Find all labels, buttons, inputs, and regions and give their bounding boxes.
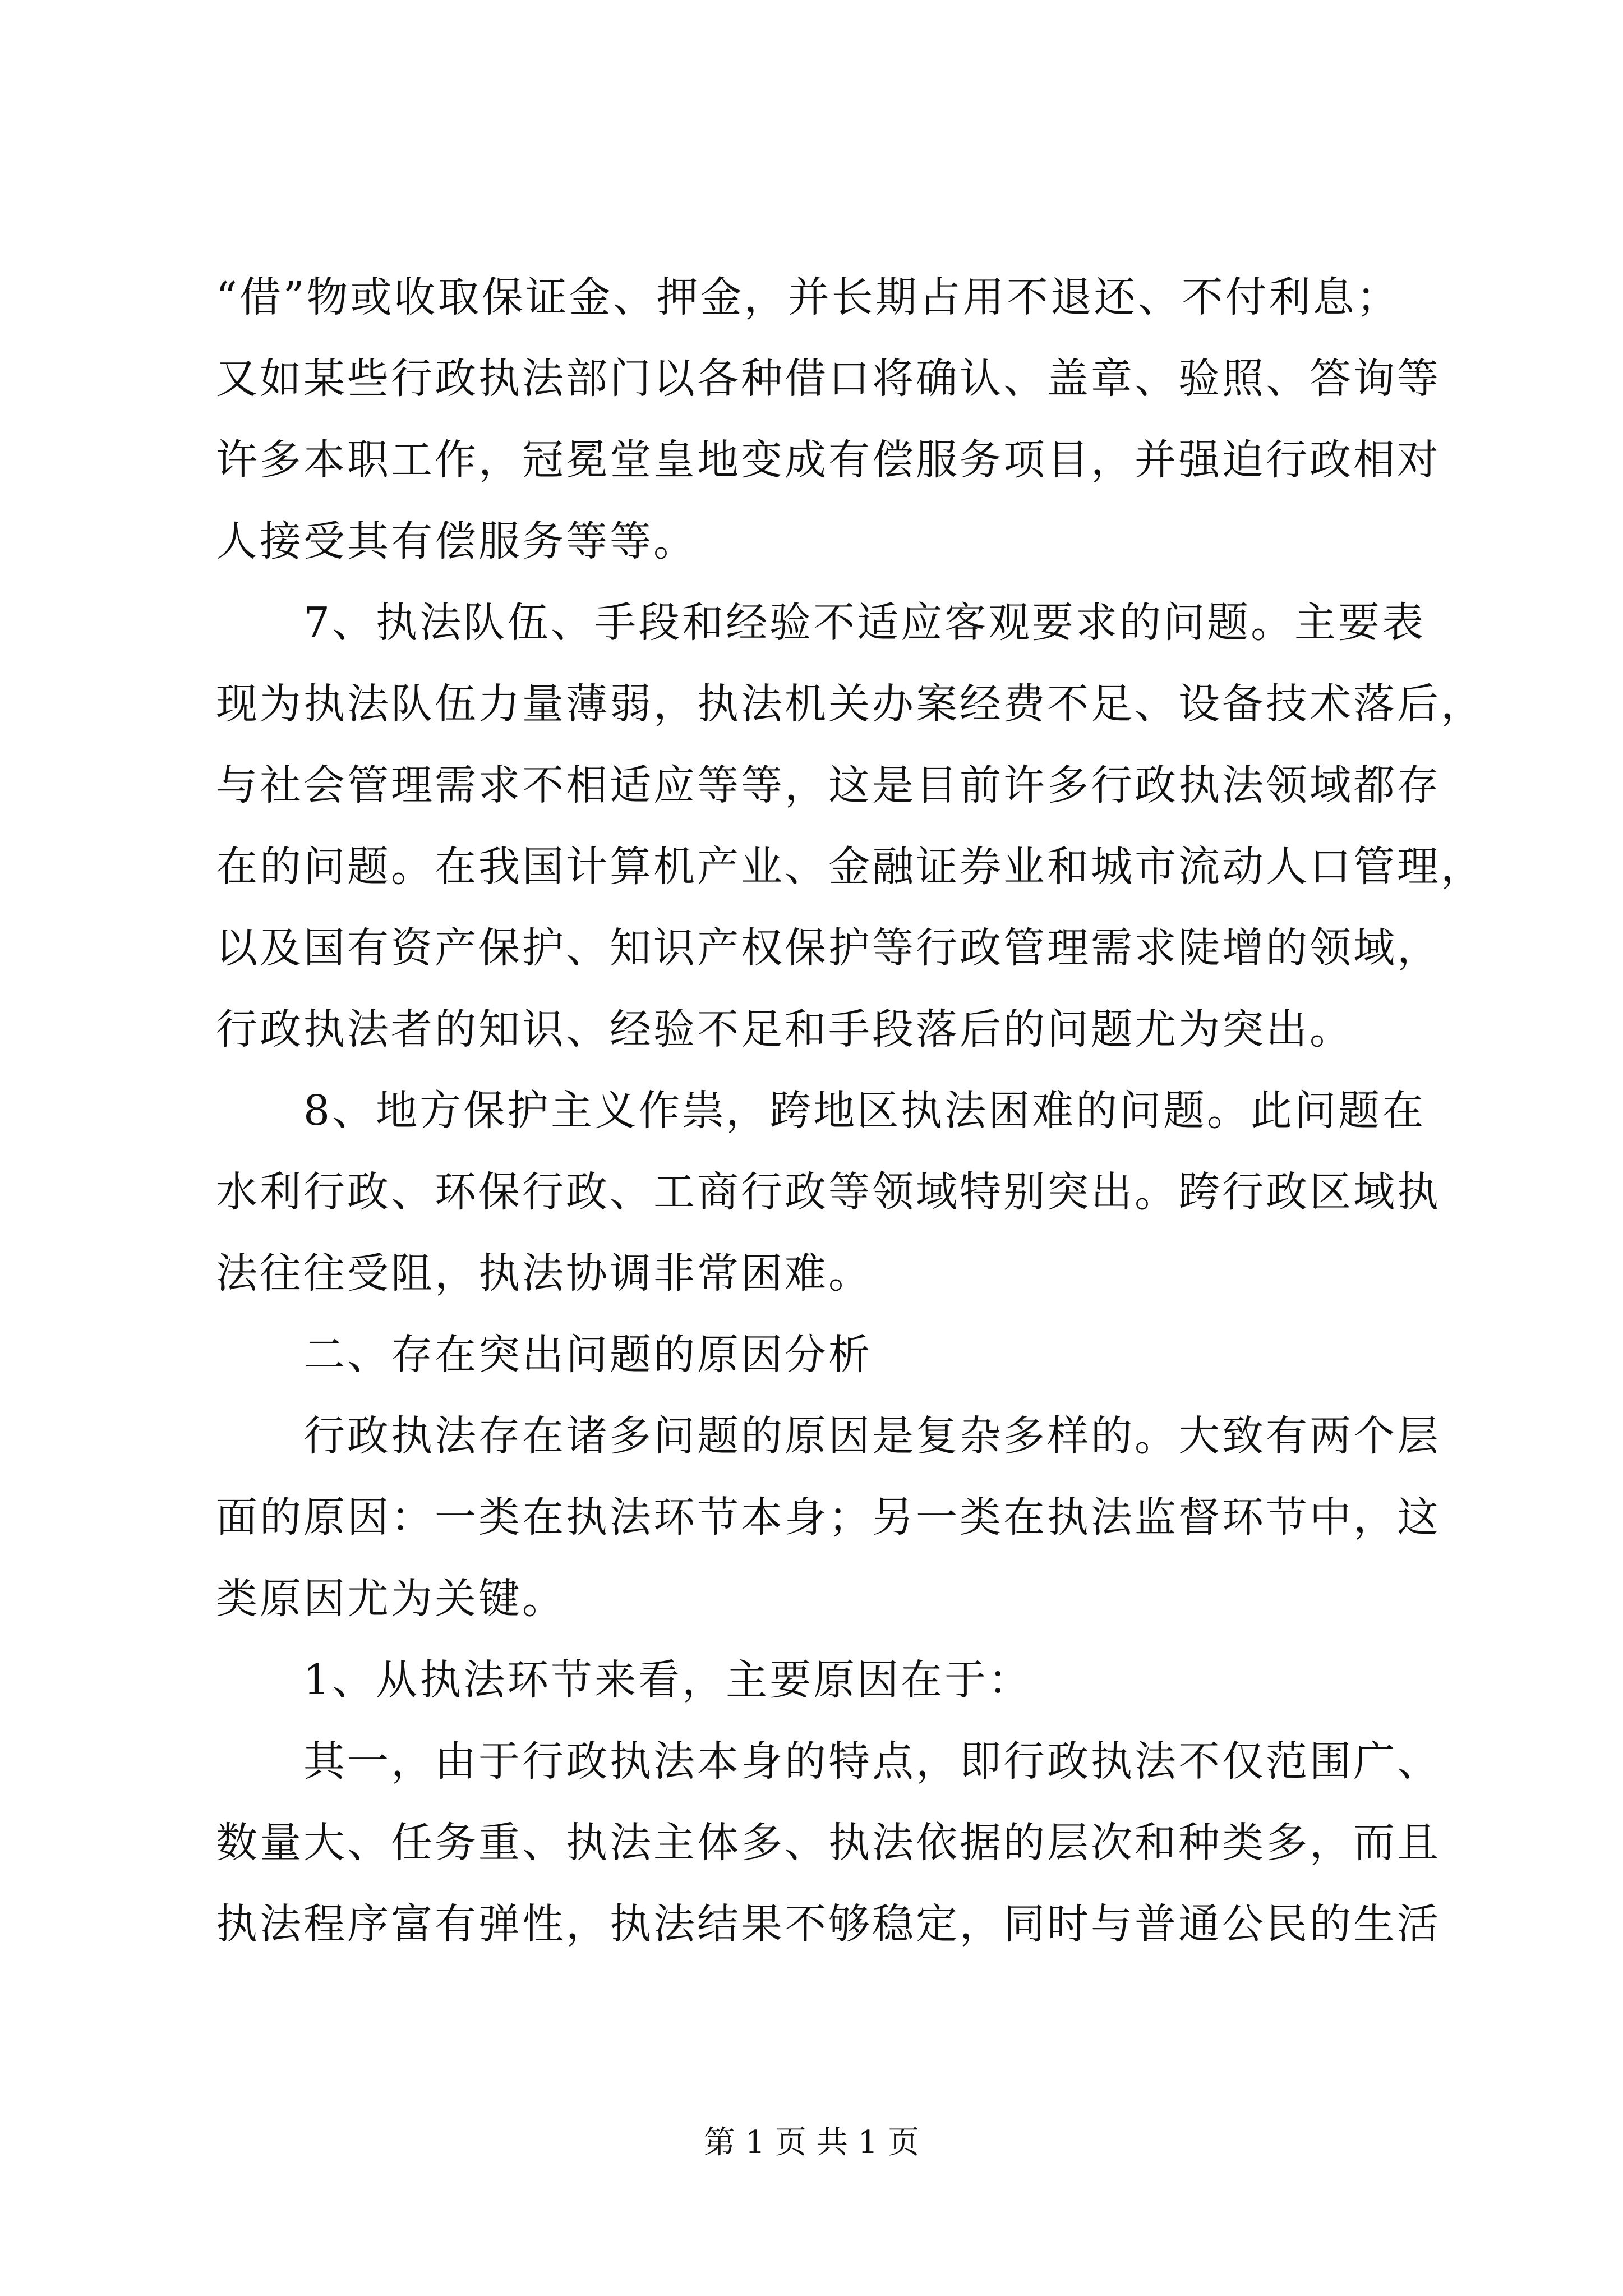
text-line: 水利行政、环保行政、工商行政等领域特别突出。跨行政区域执 [216, 1168, 1441, 1216]
text-line: 类原因尤为关键。 [216, 1575, 566, 1623]
text-line: 现为执法队伍力量薄弱，执法机关办案经费不足、设备技术落后， [216, 680, 1484, 728]
text-line: 在的问题。在我国计算机产业、金融证券业和城市流动人口管理， [216, 843, 1484, 891]
body-text [216, 257, 1484, 1965]
text-line: 7、执法队伍、手段和经验不适应客观要求的问题。主要表 [216, 599, 1426, 647]
text-line: 许多本职工作，冠冕堂皇地变成有偿服务项目，并强迫行政相对 [216, 436, 1441, 484]
text-line: “借”物或收取保证金、押金，并长期占用不退还、不付利息； [216, 273, 1400, 321]
text-line: 法往往受阻，执法协调非常困难。 [216, 1249, 872, 1297]
text-line: 其一，由于行政执法本身的特点，即行政执法不仅范围广、 [216, 1737, 1441, 1786]
text-line: 8、地方保护主义作祟，跨地区执法困难的问题。此问题在 [216, 1087, 1426, 1135]
text-line: 行政执法者的知识、经验不足和手段落后的问题尤为突出。 [216, 1005, 1353, 1053]
section-heading: 二、存在突出问题的原因分析 [216, 1331, 872, 1379]
text-line: 数量大、任务重、执法主体多、执法依据的层次和种类多，而且 [216, 1819, 1441, 1867]
text-line: 1、从执法环节来看，主要原因在于： [216, 1656, 1032, 1704]
text-line: 面的原因：一类在执法环节本身；另一类在执法监督环节中，这 [216, 1493, 1441, 1542]
text-line: 人接受其有偿服务等等。 [216, 517, 697, 565]
text-line: 行政执法存在诸多问题的原因是复杂多样的。大致有两个层 [216, 1412, 1441, 1460]
text-line: 又如某些行政执法部门以各种借口将确认、盖章、验照、答询等 [216, 355, 1441, 403]
text-line: 与社会管理需求不相适应等等，这是目前许多行政执法领域都存 [216, 761, 1441, 809]
text-line: 以及国有资产保护、知识产权保护等行政管理需求陡增的领域， [216, 924, 1441, 972]
text-line: 执法程序富有弹性，执法结果不够稳定，同时与普通公民的生活 [216, 1900, 1441, 1948]
page-footer: 第 1 页 共 1 页 [703, 2124, 920, 2161]
